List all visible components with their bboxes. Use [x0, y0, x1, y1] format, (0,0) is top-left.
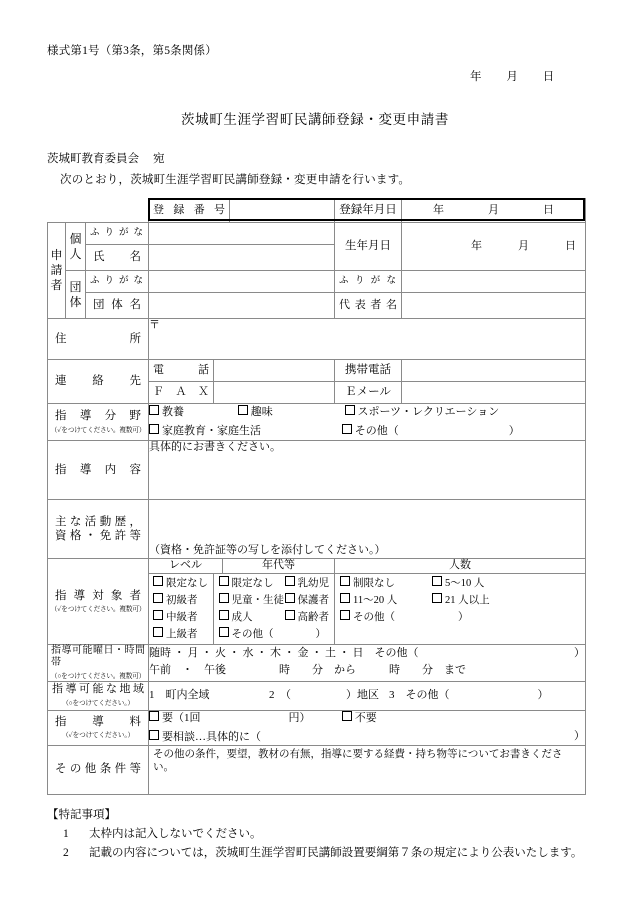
- checkbox-count-21plus[interactable]: [432, 593, 490, 607]
- checkbox-age-infant[interactable]: [285, 576, 330, 590]
- checkbox-age-other[interactable]: [219, 627, 330, 641]
- checkbox-box-icon: [285, 610, 295, 620]
- checkbox-shumi[interactable]: [238, 405, 342, 420]
- submission-date-line: [470, 68, 554, 84]
- individual-furigana-label-cell: [86, 223, 149, 245]
- checkbox-sports[interactable]: [345, 406, 500, 418]
- checkbox-count-21plus-label: 21 人以上: [445, 594, 490, 606]
- target-age-options: [214, 574, 335, 644]
- fax-label: ＦＡＸ: [153, 385, 210, 398]
- checkbox-age-adult-label: 成人: [231, 612, 253, 623]
- guidance-field-options: [149, 404, 586, 441]
- checkbox-age-other-label: その他（ ）: [231, 629, 327, 641]
- checkbox-count-unlimited[interactable]: [340, 576, 432, 590]
- area-option-district: 2 （ ）地区: [269, 688, 380, 701]
- group-furigana-input[interactable]: [149, 271, 335, 293]
- checkbox-box-icon: [285, 593, 295, 603]
- email-input[interactable]: [402, 382, 586, 404]
- checkbox-count-5-10-label: 5～10 人: [445, 577, 485, 589]
- birth-day-label: 日: [565, 239, 577, 252]
- group-name-label-cell: [86, 293, 149, 319]
- other-conditions-hint: その他の条件，要望，教材の有無，指導に要する経費・持ち物等についてお書きください。: [153, 748, 563, 773]
- group-furigana-label-cell: [86, 271, 149, 293]
- note-num-1: 1: [63, 827, 69, 840]
- fee-note: （✓をつけてください。）: [62, 731, 134, 740]
- postal-mark-icon: 〒: [149, 319, 161, 331]
- checkbox-field-other[interactable]: [342, 425, 520, 437]
- checkbox-count-11-20-label: 11～20 人: [353, 594, 398, 606]
- checkbox-box-icon: [342, 711, 352, 721]
- checkbox-level-advanced-label: 上級者: [166, 629, 198, 641]
- table-row-guidance-field: [48, 404, 586, 441]
- checkbox-sports-label: スポーツ・レクリエーション: [357, 406, 500, 419]
- checkbox-level-beginner-label: 初級者: [166, 594, 198, 606]
- schedule-options[interactable]: [149, 644, 586, 681]
- table-row-contact-tel: [48, 360, 586, 382]
- checkbox-level-intermediate[interactable]: [153, 610, 209, 624]
- rep-furigana-label: ふりがな: [339, 275, 398, 286]
- reg-month-label: 月: [488, 203, 500, 216]
- activity-history-hint: （資格・免許証等の写しを添付してください。）: [149, 544, 386, 557]
- schedule-time-to: 時 分 まで: [389, 664, 467, 677]
- note-num-2: 2: [63, 846, 69, 859]
- table-row-fee: [48, 710, 586, 745]
- note-text-1: 太枠内は記入しないでください。: [89, 827, 262, 840]
- group-furigana-label: ふりがな: [90, 275, 145, 286]
- checkbox-box-icon: [153, 610, 163, 620]
- table-row-schedule: [48, 644, 586, 681]
- checkbox-count-other-label: その他（ ）: [353, 612, 469, 623]
- target-options-cell: [149, 573, 335, 644]
- individual-furigana-label: ふりがな: [90, 227, 145, 238]
- applicant-label: [48, 223, 66, 319]
- note-item-2: [47, 844, 582, 863]
- checkbox-age-student[interactable]: [219, 593, 285, 607]
- activity-history-label-line2: 資格・免許等: [55, 530, 142, 542]
- guidance-content-input[interactable]: [149, 441, 586, 500]
- address-label: 住所: [55, 332, 142, 345]
- checkbox-level-none-label: 限定なし: [166, 577, 209, 589]
- rep-name-input[interactable]: [402, 293, 586, 319]
- intro-sentence: 次のとおり，茨城町生涯学習町民講師登録・変更申請を行います。: [60, 174, 411, 186]
- checkbox-age-infant-label: 乳幼児: [297, 577, 330, 589]
- schedule-label: 指導可能曜日・時間帯: [51, 644, 146, 669]
- date-day-label: 日: [542, 71, 555, 83]
- addressee-suffix: 宛: [153, 153, 165, 165]
- applicant-label-ch3: 者: [50, 278, 63, 292]
- table-row-registration: [48, 199, 586, 223]
- checkbox-kyouyou[interactable]: [149, 405, 235, 420]
- address-input[interactable]: [149, 319, 586, 360]
- birth-date-label: 生年月日: [335, 223, 402, 271]
- guidance-field-note: （✓をつけてください。複数可）: [50, 426, 146, 434]
- note-text-2: 記載の内容については，茨城町生涯学習町民講師設置要綱第７条の規定により公表いたします。: [89, 846, 583, 859]
- checkbox-age-elderly-label: 高齢者: [297, 612, 330, 623]
- checkbox-box-icon: [238, 405, 248, 415]
- applicant-label-ch2: 請: [50, 263, 63, 277]
- checkbox-age-student-label: 児童・生徒: [231, 594, 285, 606]
- area-note: （○をつけてください。）: [62, 699, 134, 707]
- checkbox-fee-not-required-label: 不要: [354, 711, 377, 724]
- target-col-level-header: レベル: [149, 559, 223, 573]
- schedule-label-cell: [48, 644, 149, 681]
- note-item-1: [47, 825, 582, 844]
- target-col-age-header: 年代等: [262, 559, 296, 571]
- registration-date-cell[interactable]: [402, 199, 586, 223]
- checkbox-box-icon: [219, 593, 229, 603]
- checkbox-count-unlimited-label: 制限なし: [353, 577, 396, 589]
- activity-history-label-line1: 主な活動歴，: [55, 515, 142, 528]
- checkbox-box-icon: [149, 424, 159, 434]
- individual-furigana-input[interactable]: [149, 223, 335, 245]
- checkbox-fee-not-required[interactable]: [342, 712, 377, 724]
- area-option-whole-town: 1 町内全域: [149, 688, 210, 701]
- group-label-ch2: 体: [69, 294, 82, 309]
- fax-cell: [149, 382, 335, 404]
- checkbox-level-none[interactable]: [153, 576, 209, 590]
- target-label-cell: [48, 559, 149, 645]
- reg-year-label: 年: [433, 203, 445, 216]
- checkbox-box-icon: [432, 576, 442, 586]
- schedule-ampm: 午前 ・ 午後: [149, 664, 227, 677]
- checkbox-box-icon: [153, 593, 163, 603]
- fee-options: [149, 710, 586, 745]
- checkbox-box-icon: [149, 730, 159, 740]
- checkbox-home-education-label: 家庭教育・家庭生活: [162, 425, 262, 437]
- checkbox-kyouyou-label: 教養: [162, 406, 185, 419]
- checkbox-box-icon: [342, 424, 352, 434]
- date-month-label: 月: [506, 71, 518, 83]
- checkbox-level-beginner[interactable]: [153, 593, 209, 607]
- schedule-days: 随時 ・ 月 ・ 火 ・ 水 ・ 木 ・ 金 ・ 土 ・ 日 その他（: [149, 647, 419, 660]
- individual-label-ch1: 個: [69, 231, 82, 246]
- schedule-days-close: ）: [574, 647, 586, 660]
- document-title: 茨城町生涯学習町民講師登録・変更申請書: [181, 112, 449, 127]
- addressee-name: 茨城町教育委員会: [47, 153, 139, 165]
- activity-history-input[interactable]: [149, 500, 586, 559]
- checkbox-box-icon: [219, 610, 229, 620]
- guidance-content-label-cell: [48, 441, 149, 500]
- guidance-field-label: 指導分野: [55, 410, 142, 423]
- checkbox-count-5-10[interactable]: [432, 576, 484, 590]
- table-row-group-furigana: [48, 271, 586, 293]
- registration-date-label: 登録年月日: [335, 199, 402, 223]
- area-label: 指導可能な地域: [52, 683, 145, 696]
- other-conditions-input[interactable]: [149, 745, 586, 794]
- other-conditions-label-cell: [48, 745, 149, 794]
- area-options[interactable]: [149, 681, 586, 710]
- checkbox-field-other-label: その他（ ）: [354, 425, 520, 437]
- activity-history-label-cell: [48, 500, 149, 559]
- individual-label-ch2: 人: [69, 246, 82, 261]
- checkbox-count-other[interactable]: [340, 610, 580, 624]
- checkbox-shumi-label: 趣味: [250, 406, 273, 419]
- guidance-field-label-cell: [48, 404, 149, 441]
- individual-label: [66, 223, 86, 271]
- target-level-options: [149, 574, 214, 644]
- table-row-activity-history: [48, 500, 586, 559]
- schedule-time-from: 時 分 から: [279, 664, 357, 677]
- checkbox-fee-required[interactable]: [149, 711, 339, 726]
- guidance-content-hint: 具体的にお書きください。: [149, 441, 282, 453]
- mobile-input[interactable]: [402, 360, 586, 382]
- individual-name-label: 氏名: [93, 251, 142, 264]
- area-option-other: 3 その他（ ）: [389, 688, 549, 701]
- checkbox-box-icon: [149, 405, 159, 415]
- table-row-group-name: [48, 293, 586, 319]
- checkbox-age-elderly[interactable]: [285, 610, 330, 624]
- other-conditions-label: その他条件等: [55, 763, 142, 776]
- checkbox-box-icon: [219, 627, 229, 637]
- group-name-input[interactable]: [149, 293, 335, 319]
- fee-consult-close: ）: [574, 729, 586, 742]
- guidance-content-label: 指導内容: [55, 463, 142, 476]
- email-label-cell: [335, 382, 402, 404]
- address-label-cell: [48, 319, 149, 360]
- rep-name-label: 代表者名: [339, 298, 398, 311]
- checkbox-box-icon: [340, 576, 350, 586]
- target-count-options: [335, 573, 586, 644]
- checkbox-count-11-20[interactable]: [340, 593, 432, 607]
- rep-name-label-cell: [335, 293, 402, 319]
- date-year-label: 年: [470, 71, 482, 83]
- rep-furigana-input[interactable]: [402, 271, 586, 293]
- group-name-label: 団体名: [93, 299, 142, 312]
- table-row-address: [48, 319, 586, 360]
- mobile-label-cell: [335, 360, 402, 382]
- individual-name-label-cell: [86, 245, 149, 271]
- fee-label-cell: [48, 710, 149, 745]
- checkbox-box-icon: [149, 711, 159, 721]
- applicant-label-ch1: 申: [50, 248, 63, 262]
- notes-heading: 【特記事項】: [47, 809, 116, 821]
- tel-label: 電話: [153, 363, 210, 376]
- checkbox-age-guardian-label: 保護者: [297, 594, 330, 606]
- checkbox-age-guardian[interactable]: [285, 593, 330, 607]
- table-row-other-conditions: [48, 745, 586, 794]
- birth-date-cell[interactable]: [402, 223, 586, 271]
- checkbox-level-advanced[interactable]: [153, 627, 209, 641]
- checkbox-level-intermediate-label: 中級者: [166, 612, 198, 623]
- application-form-table: [47, 198, 586, 795]
- registration-number-cell: [149, 199, 335, 223]
- checkbox-box-icon: [153, 576, 163, 586]
- target-label: 指導対象者: [55, 589, 142, 602]
- contact-label: 連絡先: [55, 375, 142, 388]
- target-col-count-header: 人数: [335, 559, 586, 574]
- fee-label: 指導料: [55, 715, 142, 728]
- table-row-individual-furigana: [48, 223, 586, 245]
- mobile-label: 携帯電話: [345, 364, 392, 377]
- table-row-guidance-content: [48, 441, 586, 500]
- area-label-cell: [48, 681, 149, 710]
- registration-number-label: 登録番号: [153, 203, 226, 216]
- rep-furigana-label-cell: [335, 271, 402, 293]
- checkbox-age-none[interactable]: [219, 576, 285, 590]
- checkbox-box-icon: [285, 576, 295, 586]
- checkbox-box-icon: [345, 405, 355, 415]
- contact-label-cell: [48, 360, 149, 404]
- checkbox-age-adult[interactable]: [219, 610, 285, 624]
- individual-name-input[interactable]: [149, 245, 335, 271]
- email-label: Ｅメール: [345, 386, 391, 399]
- checkbox-home-education[interactable]: [149, 424, 339, 439]
- checkbox-fee-required-label: 要（1回 円）: [162, 711, 311, 724]
- footer-notes: [47, 806, 582, 863]
- table-row-area: [48, 681, 586, 710]
- checkbox-box-icon: [219, 576, 229, 586]
- checkbox-box-icon: [340, 610, 350, 620]
- reg-day-label: 日: [543, 203, 555, 216]
- target-columns-header: [149, 559, 335, 574]
- target-note: （✓をつけてください。複数可）: [50, 605, 146, 614]
- addressee: [47, 150, 165, 166]
- checkbox-box-icon: [153, 627, 163, 637]
- checkbox-age-none-label: 限定なし: [231, 577, 274, 589]
- birth-year-label: 年: [471, 239, 483, 252]
- form-number: 様式第1号（第3条，第5条関係）: [47, 45, 217, 57]
- group-label: [66, 271, 86, 319]
- birth-month-label: 月: [518, 239, 530, 252]
- checkbox-box-icon: [340, 593, 350, 603]
- checkbox-box-icon: [432, 593, 442, 603]
- table-row-target-header: [48, 559, 586, 574]
- tel-cell: [149, 360, 335, 382]
- schedule-note: （○をつけてください。複数可）: [50, 671, 146, 680]
- checkbox-fee-consult-label: 要相談…具体的に（: [162, 730, 262, 743]
- group-label-ch1: 団: [69, 279, 82, 294]
- checkbox-fee-consult[interactable]: [149, 730, 261, 745]
